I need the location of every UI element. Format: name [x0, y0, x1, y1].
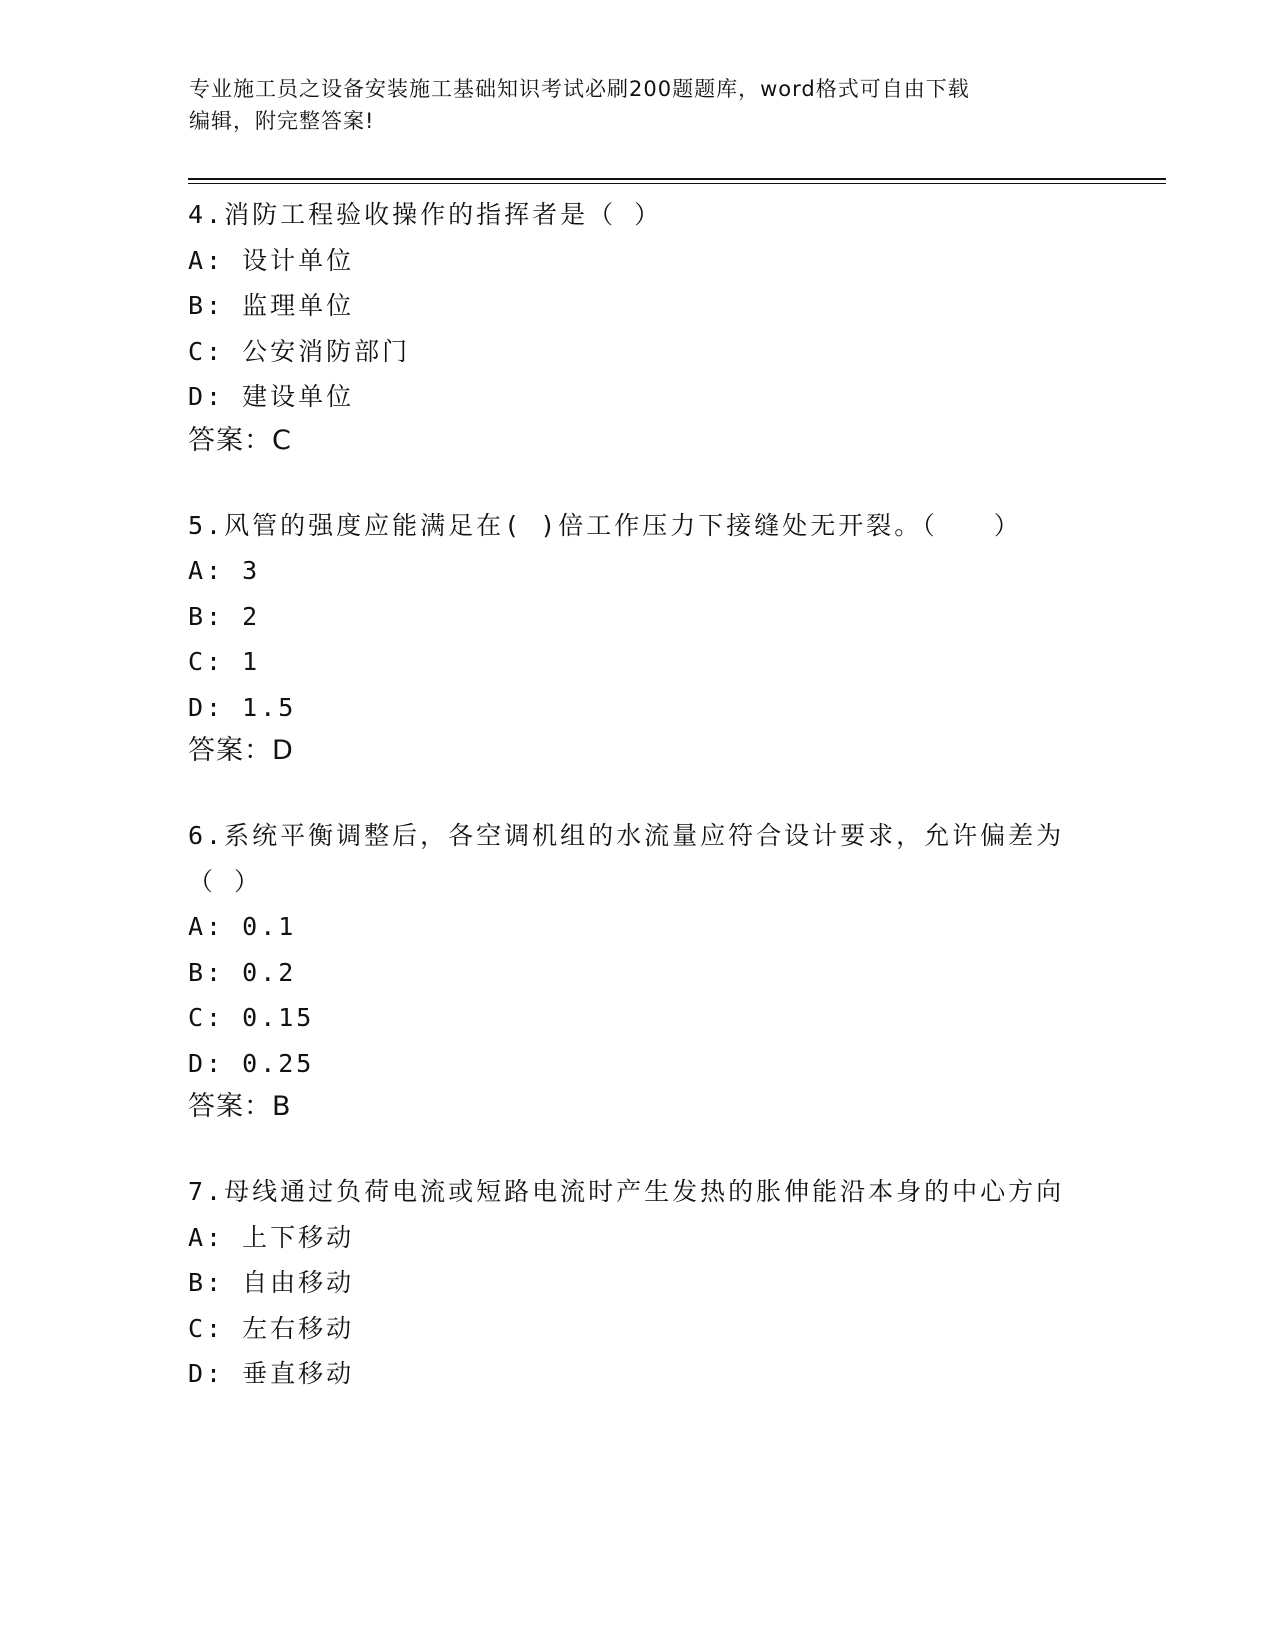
header-rule-thick	[188, 178, 1166, 180]
question-text: 5.风管的强度应能满足在( )倍工作压力下接缝处无开裂。（ ）	[188, 510, 1022, 540]
question-text: 6.系统平衡调整后，各空调机组的水流量应符合设计要求，允许偏差为（ ）	[188, 821, 1065, 896]
question-text: 7.母线通过负荷电流或短路电流时产生发热的胀伸能沿本身的中心方向	[188, 1177, 1065, 1206]
option-a: A: 设计单位	[188, 245, 355, 275]
question-4	[188, 192, 1088, 462]
header-line-2: 编辑，附完整答案!	[189, 109, 375, 133]
option-b: B: 2	[188, 601, 261, 631]
document-header	[189, 73, 1089, 137]
option-c: C: 公安消防部门	[188, 336, 411, 366]
question-7	[188, 1169, 1088, 1397]
header-line-1: 专业施工员之设备安装施工基础知识考试必刷200题题库，word格式可自由下载	[189, 77, 970, 101]
option-b: B: 自由移动	[188, 1268, 355, 1297]
option-b: B: 0.2	[188, 957, 297, 987]
question-text: 4.消防工程验收操作的指挥者是（ ）	[188, 200, 663, 229]
answer: 答案：B	[188, 1091, 292, 1122]
option-c: C: 左右移动	[188, 1313, 355, 1343]
option-a: A: 0.1	[188, 912, 297, 941]
option-a: A: 上下移动	[188, 1222, 355, 1252]
option-d: D: 0.25	[188, 1048, 315, 1078]
option-c: C: 0.15	[188, 1003, 315, 1032]
answer: 答案：D	[188, 735, 294, 766]
option-a: A: 3	[188, 556, 261, 585]
header-rule-thin	[188, 183, 1166, 184]
option-d: D: 建设单位	[188, 382, 355, 411]
question-list	[188, 192, 1088, 1438]
answer: 答案：C	[188, 424, 292, 456]
question-5	[188, 503, 1088, 773]
option-d: D: 垂直移动	[188, 1359, 355, 1388]
option-d: D: 1.5	[188, 692, 297, 722]
option-b: B: 监理单位	[188, 291, 355, 320]
option-c: C: 1	[188, 647, 261, 676]
question-6	[188, 813, 1088, 1128]
